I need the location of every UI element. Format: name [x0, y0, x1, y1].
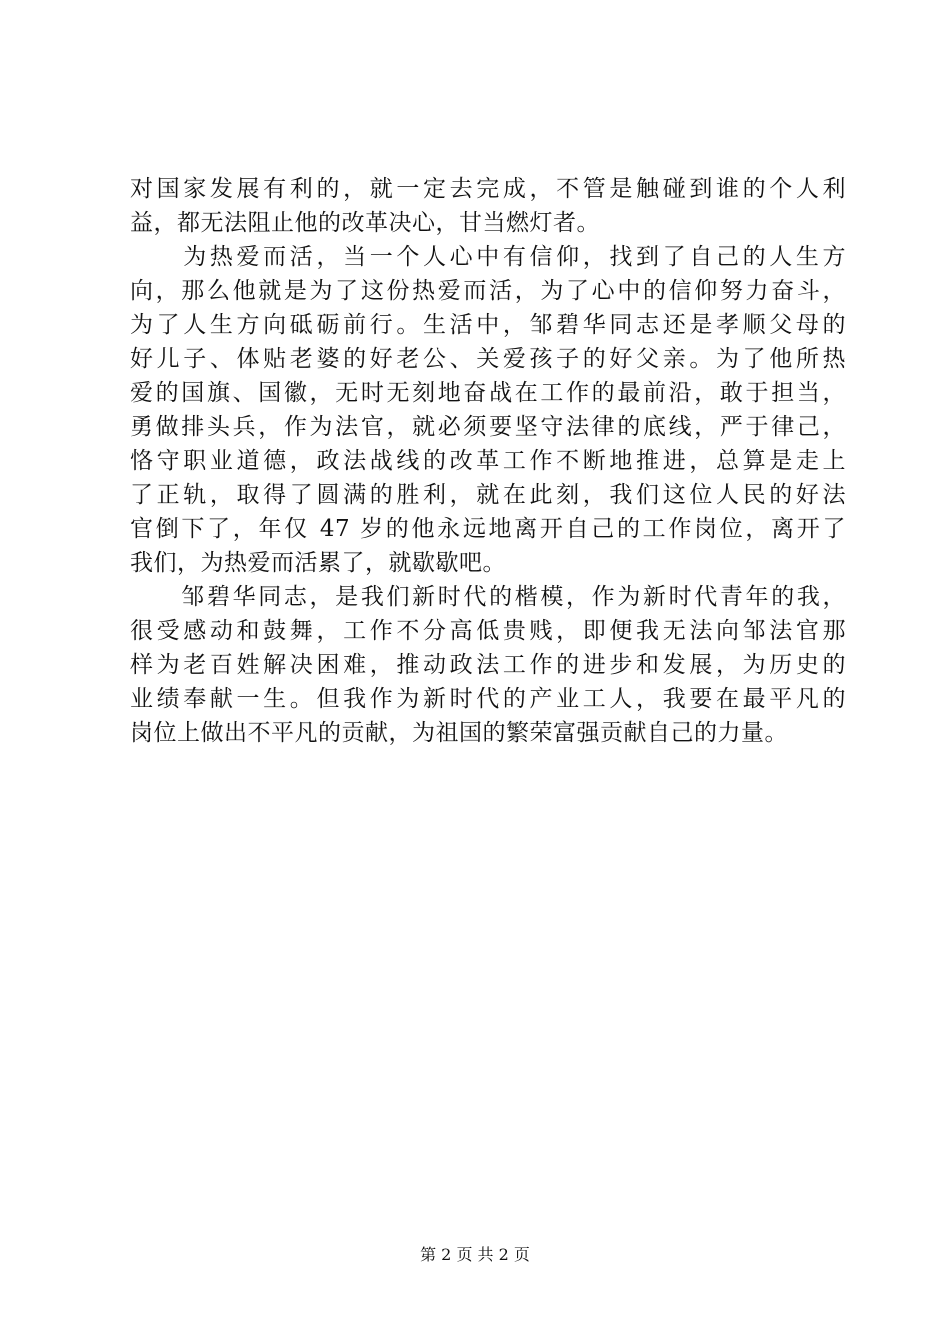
text-line: 益，都无法阻止他的改革决心，甘当燃灯者。: [130, 210, 600, 236]
text-line: 爱的国旗、国徽，无时无刻地奋战在工作的最前沿，敢于担当，: [130, 380, 846, 406]
text-line: 为了人生方向砥砺前行。生活中，邹碧华同志还是孝顺父母的: [130, 312, 846, 338]
text-line: 对国家发展有利的，就一定去完成，不管是触碰到谁的个人利: [130, 176, 846, 202]
text-line: 恪守职业道德，政法战线的改革工作不断地推进，总算是走上: [130, 448, 846, 474]
text-line: 勇做排头兵，作为法官，就必须要坚守法律的底线，严于律己，: [130, 414, 846, 440]
text-line: 向，那么他就是为了这份热爱而活，为了心中的信仰努力奋斗，: [130, 278, 846, 304]
text-line: 为热爱而活，当一个人心中有信仰，找到了自己的人生方: [130, 244, 846, 270]
text-line: 了正轨，取得了圆满的胜利，就在此刻，我们这位人民的好法: [130, 482, 846, 508]
text-line: 邹碧华同志，是我们新时代的楷模，作为新时代青年的我，: [130, 584, 846, 610]
text-line: 好儿子、体贴老婆的好老公、关爱孩子的好父亲。为了他所热: [130, 346, 846, 372]
text-line: 官倒下了，年仅 47 岁的他永远地离开自己的工作岗位，离开了: [130, 516, 846, 542]
page-footer: 第 2 页 共 2 页: [420, 1245, 530, 1264]
text-line: 我们，为热爱而活累了，就歇歇吧。: [130, 550, 506, 576]
body-text: [130, 172, 846, 750]
text-line: 业绩奉献一生。但我作为新时代的产业工人，我要在最平凡的: [130, 686, 846, 712]
text-line: 很受感动和鼓舞，工作不分高低贵贱，即便我无法向邹法官那: [130, 618, 846, 644]
text-line: 岗位上做出不平凡的贡献，为祖国的繁荣富强贡献自己的力量。: [130, 720, 788, 746]
text-line: 样为老百姓解决困难，推动政法工作的进步和发展，为历史的: [130, 652, 846, 678]
